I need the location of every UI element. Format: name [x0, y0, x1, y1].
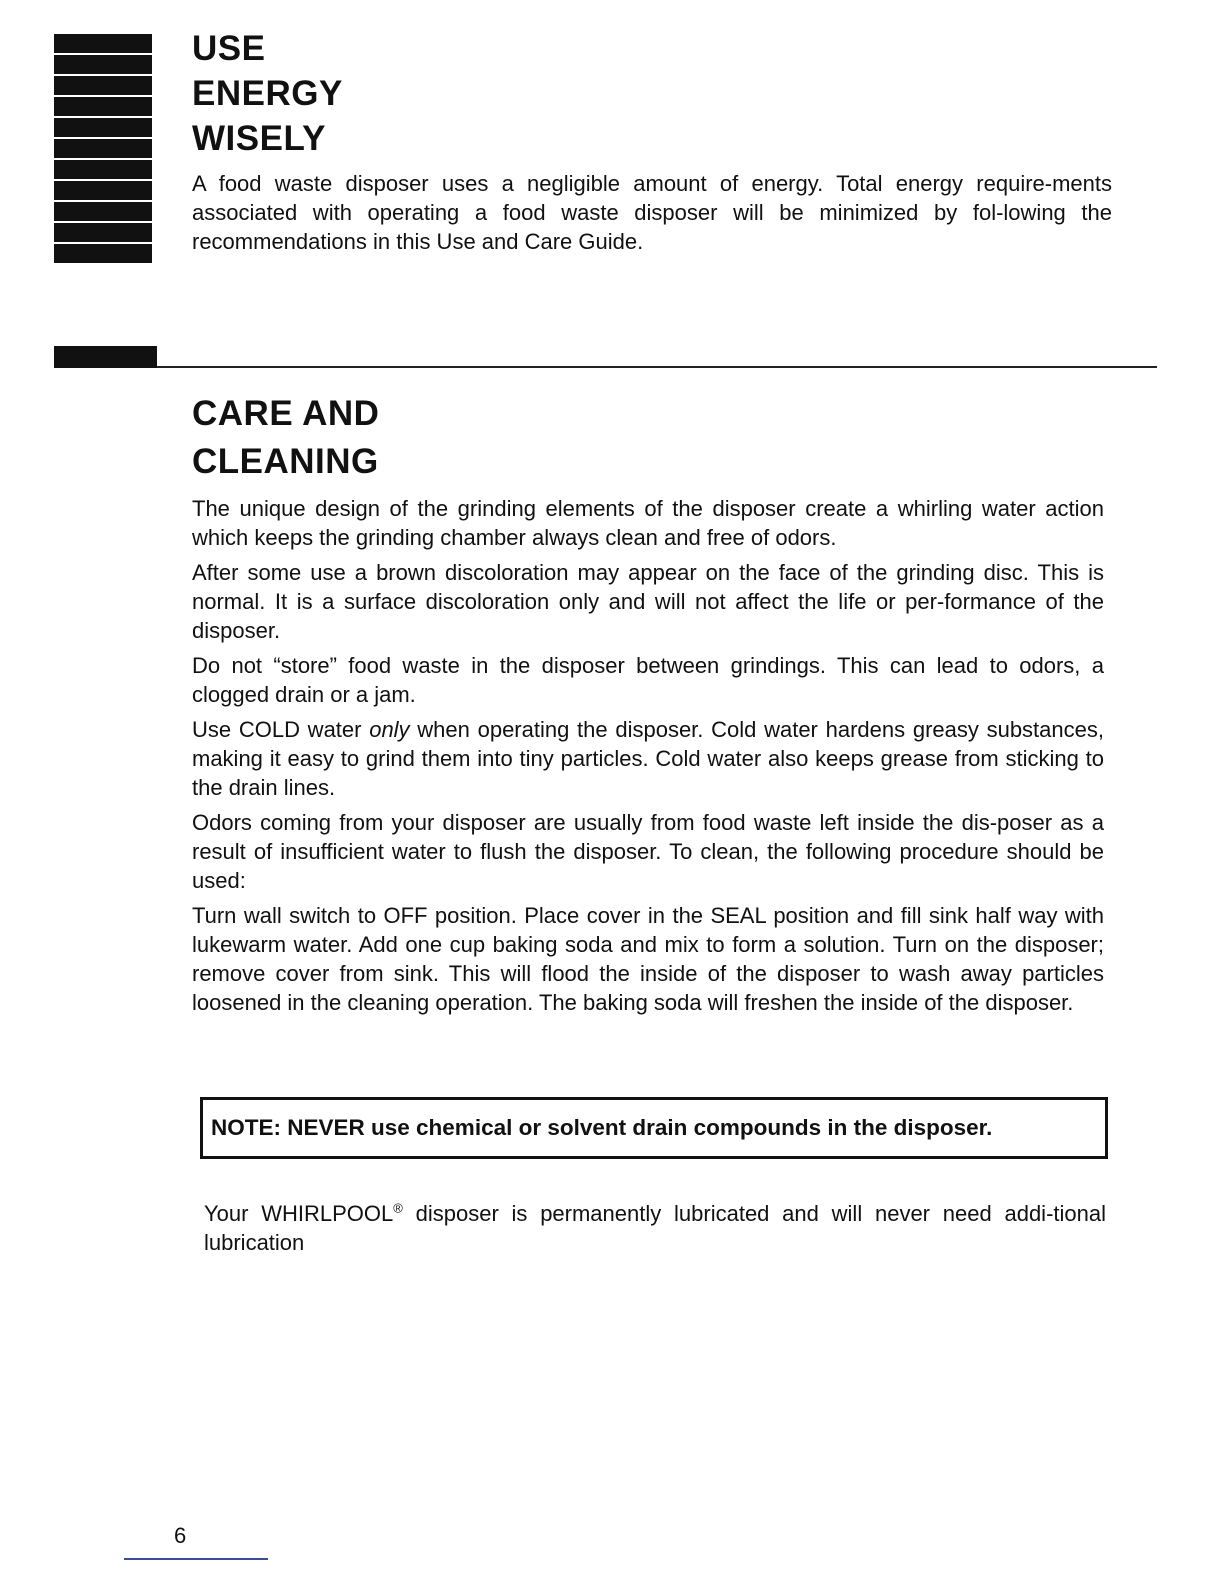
section-divider: [157, 366, 1157, 368]
side-bar-stripe: [54, 181, 152, 200]
page-number: 6: [174, 1523, 187, 1548]
text-run: Your WHIRLPOOL: [204, 1201, 394, 1226]
side-bar-stripe: [54, 55, 152, 74]
side-bar-stripe: [54, 244, 152, 263]
emphasis-only: only: [369, 717, 410, 742]
section-heading: [192, 26, 1112, 161]
side-bar-stripe: [54, 34, 152, 53]
text-run: Use COLD water: [192, 717, 370, 742]
side-bar-stripe: [54, 76, 152, 95]
registered-mark: ®: [393, 1200, 403, 1216]
side-tab-marker: [54, 34, 152, 265]
heading-line: CLEANING: [192, 442, 379, 481]
footer-rule: [124, 1558, 268, 1560]
side-bar-stripe: [54, 97, 152, 116]
side-bar-stripe: [54, 160, 152, 179]
care-paragraph: Odors coming from your disposer are usually from food waste left inside the dis-poser as a result of insufficient water to flush the disposer. To clean, the following procedure should be used:: [192, 810, 1104, 893]
heading-line: CARE AND: [192, 394, 380, 433]
section-use-energy-wisely: [192, 26, 1112, 256]
energy-paragraph: A food waste disposer uses a negligible amount of energy. Total energy require-ments associated with operating a food waste disposer will be minimized by fol-lowing the recommendations in this Use and Care Guide.: [192, 171, 1112, 254]
heading-line: ENERGY: [192, 74, 343, 113]
side-bar-stripe: [54, 139, 152, 158]
note-text: NOTE: NEVER use chemical or solvent drain compounds in the disposer.: [211, 1115, 993, 1140]
care-paragraph: After some use a brown discoloration may appear on the face of the grinding disc. This is normal. It is a surface discoloration only and will not affect the life or per-formance of the disposer.: [192, 560, 1104, 643]
text-run: when operating the disposer. Cold water hardens greasy substances, making it easy to grind them into tiny particles. Cold water also keeps grease from sticking to the drain lines.: [192, 717, 1104, 800]
care-paragraph: The unique design of the grinding elements of the disposer create a whirling water action which keeps the grinding chamber always clean and free of odors.: [192, 496, 1104, 550]
side-bar-stripe: [54, 118, 152, 137]
heading-line: USE: [192, 29, 266, 68]
text-run: disposer is permanently lubricated and will never need addi-tional lubrication: [204, 1201, 1106, 1255]
care-paragraph: Turn wall switch to OFF position. Place cover in the SEAL position and fill sink half way with lukewarm water. Add one cup baking soda and mix to form a solution. Turn on the disposer; remove cover from sink. This will flood the inside of the disposer to wash away particles loosened in the cleaning operation. The baking soda will freshen the inside of the disposer.: [192, 903, 1104, 1015]
care-paragraph: Do not “store” food waste in the disposer between grindings. This can lead to odors, a clogged drain or a jam.: [192, 653, 1104, 707]
divider-block: [54, 346, 157, 368]
side-bar-stripe: [54, 202, 152, 221]
section-heading: [192, 390, 1104, 486]
section-care-and-cleaning: [192, 390, 1104, 1023]
care-paragraph-cold-water: [192, 715, 1104, 802]
heading-line: WISELY: [192, 119, 326, 158]
note-box: [200, 1097, 1108, 1159]
side-bar-stripe: [54, 223, 152, 242]
lubrication-paragraph: [204, 1199, 1106, 1257]
